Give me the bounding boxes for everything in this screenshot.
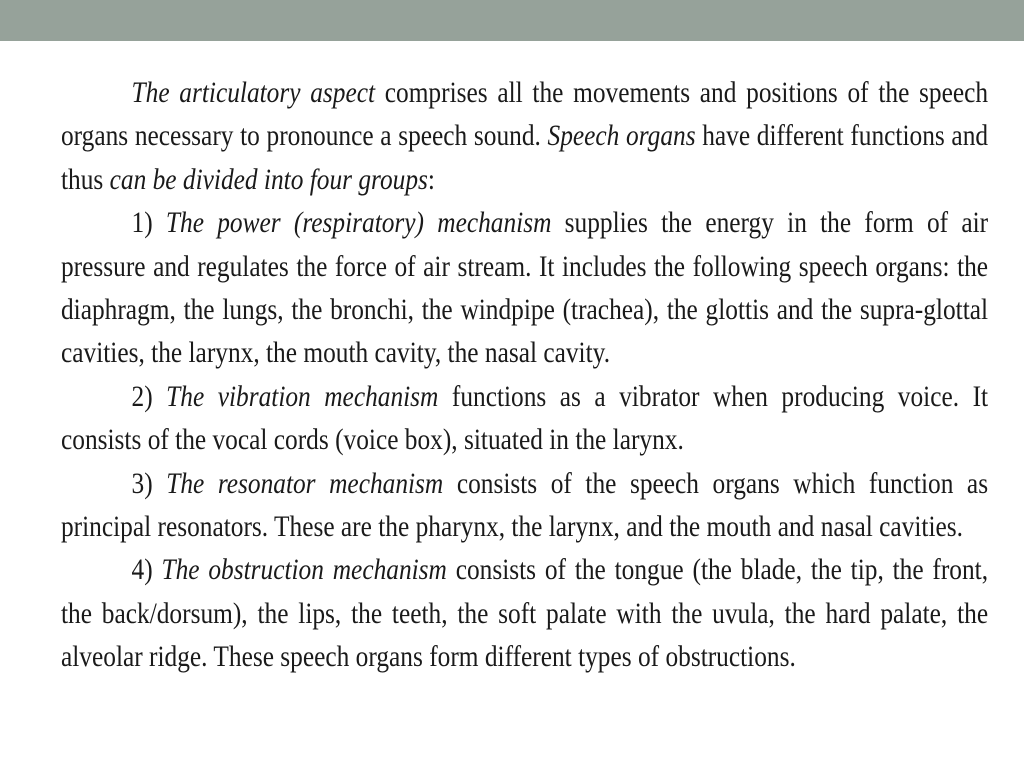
group-1-paragraph [61, 202, 988, 376]
group-2-title: The vibration mechanism [166, 380, 439, 413]
slide-text-body [61, 72, 988, 762]
group-2-text: functions as a vibrator when producing voice. It consists of the vocal cords (voice box), situated in the larynx. [61, 380, 989, 457]
group-4-number: 4) [131, 554, 162, 587]
group-2-paragraph [61, 376, 988, 463]
group-4-text: consists of the tongue (the blade, the tip, the front, the back/dorsum), the lips, the teeth, the soft palate with the uvula, the hard palate, the alveolar ridge. These speech organs form different types of obstructions. [61, 554, 989, 674]
slide-header-bar [0, 0, 1024, 41]
group-3-title: The resonator mechanism [166, 467, 444, 500]
group-3-paragraph [61, 463, 988, 550]
intro-text-e: : [427, 163, 435, 196]
intro-term-articulatory-aspect: The articulatory aspect [131, 77, 376, 109]
intro-text-a: comprises all the movements and positions of the speech organs necessary to pronounce a speech sound. [61, 77, 989, 153]
group-1-text: supplies the energy in the form of air pressure and regulates the force of air stream. It includes the following speech organs: the diaphragm, the lungs, the bronchi, the windpipe (trachea), the glottis and the supra-glottal cavities, the larynx, the mouth cavity, the nasal cavity. [61, 207, 989, 370]
group-3-text: consists of the speech organs which function as principal resonators. These are the pharynx, the larynx, and the mouth and nasal cavities. [61, 467, 989, 544]
group-4-title: The obstruction mechanism [161, 554, 447, 587]
intro-term-four-groups: can be divided into four groups [109, 163, 428, 196]
intro-text-c: have different functions and thus [61, 120, 989, 196]
group-4-paragraph [61, 549, 988, 679]
group-1-number: 1) [131, 207, 166, 240]
group-2-number: 2) [131, 380, 167, 413]
intro-paragraph [61, 72, 988, 202]
group-3-number: 3) [131, 467, 167, 500]
intro-term-speech-organs: Speech organs [547, 120, 696, 153]
group-1-title: The power (respiratory) mechanism [165, 207, 552, 240]
